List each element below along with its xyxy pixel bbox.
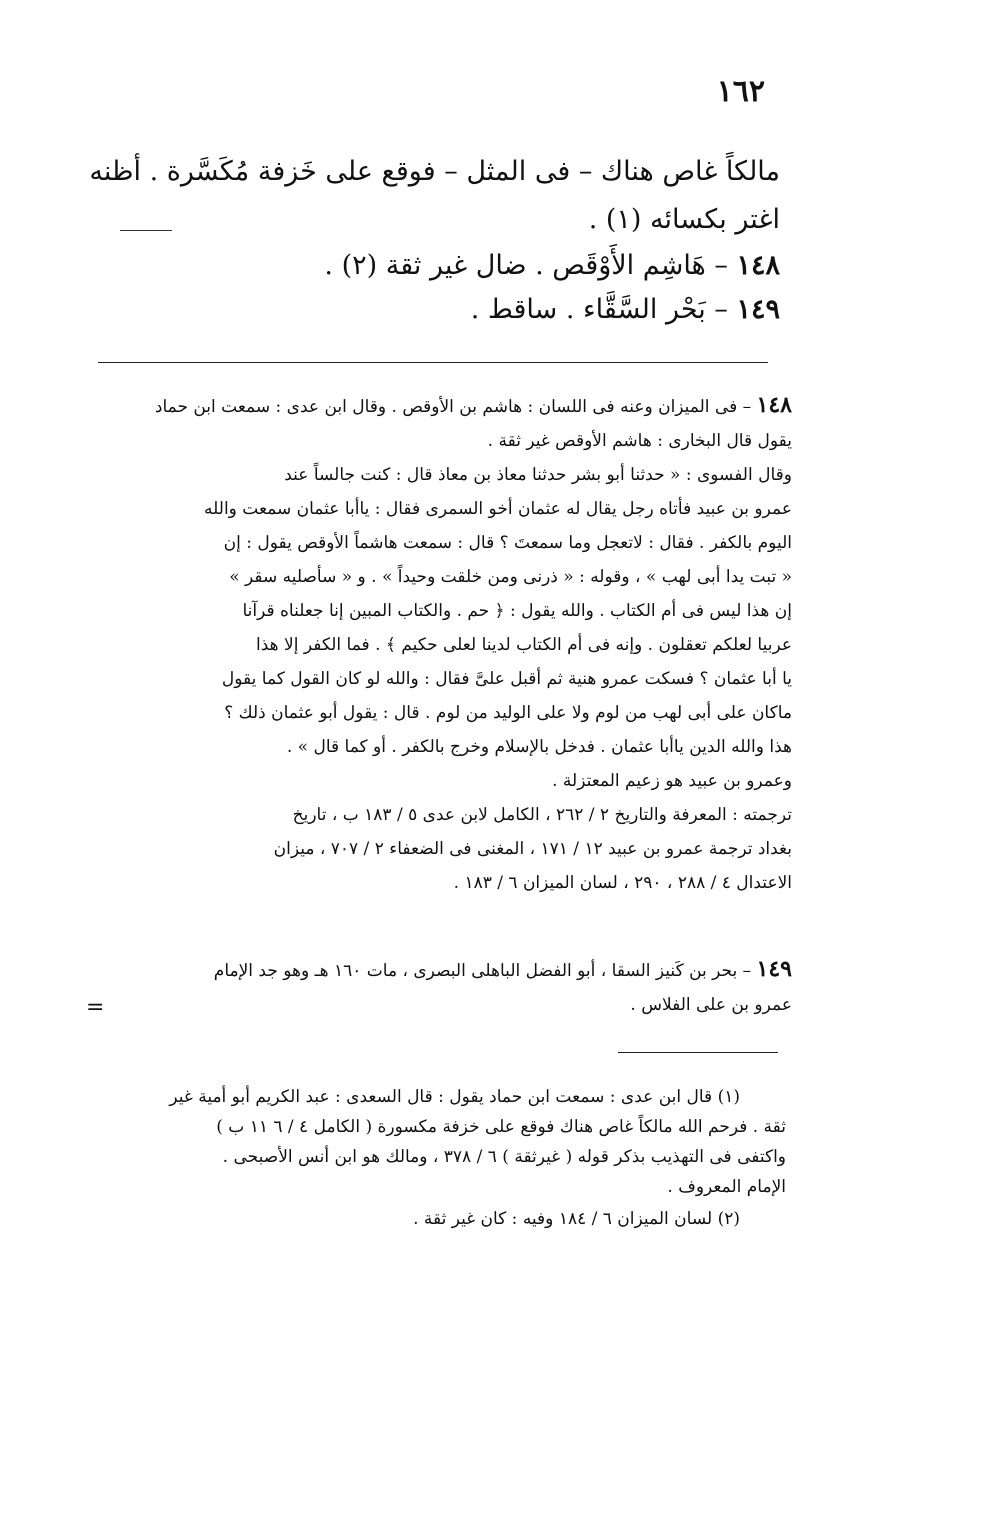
footnote-149-line: عمرو بن على الفلاس .	[630, 995, 792, 1015]
footnote-149-text: – بحر بن كَنيز السقا ، أبو الفضل الباهلى البصرى ، مات ١٦٠ هـ وهو جد الإمام	[213, 961, 752, 981]
footnote-148-line: هذا والله الدين ياأبا عثمان . فدخل بالإسلام وخرج بالكفر . أو كما قال » .	[286, 737, 792, 757]
entry-148-text: – هَاشِم الأَوْقَص . ضال غير ثقة (٢) .	[324, 250, 728, 281]
entry-149	[80, 286, 780, 334]
footnote-148-line: إن هذا ليس فى أم الكتاب . والله يقول : ﴿ حم . والكتاب المبين إنا جعلناه قرآنا	[242, 601, 792, 621]
footnote-149-line	[86, 952, 792, 988]
short-rule	[120, 230, 172, 231]
footnote-148-line: عمرو بن عبيد فأتاه رجل يقال له عثمان أخو السمرى فقال : ياأبا عثمان سمعت والله	[204, 499, 792, 519]
continuation-mark: =	[86, 995, 105, 1020]
footnote-148-number: ١٤٨	[756, 392, 792, 418]
footnote-148-line: ماكان على أبى لهب من لوم ولا على الوليد من لوم . قال : يقول أبو عثمان ذلك ؟	[224, 703, 792, 723]
entry-149-text: – بَحْر السَّقَّاء . ساقط .	[470, 294, 728, 325]
footnote-148-line: وقال الفسوى : « حدثنا أبو بشر حدثنا معاذ بن معاذ قال : كنت جالساً عند	[284, 465, 792, 485]
footnote-148-line: ترجمته : المعرفة والتاريخ ٢ / ٢٦٢ ، الكامل لابن عدى ٥ / ١٨٣ ب ، تاريخ	[292, 805, 792, 825]
page-notes	[86, 1082, 786, 1234]
section-separator	[98, 362, 768, 363]
note-2: (٢) لسان الميزان ٦ / ١٨٤ وفيه : كان غير ثقة .	[413, 1209, 740, 1229]
footnote-148-line: اليوم بالكفر . فقال : لاتعجل وما سمعتَ ؟ قال : سمعت هاشماً الأوقص يقول : إن	[223, 533, 792, 553]
main-text-line-1: مالكاً غاص هناك – فى المثل – فوقع على خَزفة مُكَسَّرة . أظنه	[89, 156, 780, 187]
footnote-148-line	[86, 388, 792, 424]
footnote-148-text: – فى الميزان وعنه فى اللسان : هاشم بن الأوقص . وقال ابن عدى : سمعت ابن حماد	[154, 397, 752, 417]
footnote-148-line: وعمرو بن عبيد هو زعيم المعتزلة .	[552, 771, 792, 791]
footnote-148-line: بغداد ترجمة عمرو بن عبيد ١٢ / ١٧١ ، المغنى فى الضعفاء ٢ / ٧٠٧ ، ميزان	[273, 839, 792, 859]
note-1-line: واكتفى فى التهذيب بذكر قوله ( غيرثقة ) ٦ / ٣٧٨ ، ومالك هو ابن أنس الأصبحى .	[222, 1147, 786, 1167]
footnote-148-line: « تبت يدا أبى لهب » ، وقوله : « ذرنى ومن خلقت وحيداً » . و « سأصليه سقر »	[229, 567, 792, 587]
entry-148-number: ١٤٨	[736, 250, 780, 281]
main-text-line-2: اغتر بكسائه (١) .	[588, 204, 780, 235]
notes-separator	[618, 1052, 778, 1053]
page-number: ١٦٢	[716, 74, 765, 109]
footnote-149-number: ١٤٩	[756, 956, 792, 982]
entry-148	[80, 242, 780, 290]
note-1-line: (١) قال ابن عدى : سمعت ابن حماد يقول : قال السعدى : عبد الكريم أبو أمية غير	[169, 1087, 740, 1107]
footnote-148-line: عربيا لعلكم تعقلون . وإنه فى أم الكتاب لدينا لعلى حكيم ﴾ . فما الكفر إلا هذا	[256, 635, 792, 655]
footnote-148-line: يقول قال البخارى : هاشم الأوقص غير ثقة .	[487, 431, 792, 451]
note-1-line: ثقة . فرحم الله مالكاً غاص هناك فوقع على خزفة مكسورة ( الكامل ٤ / ٦ ١١ ب )	[216, 1117, 786, 1137]
footnote-149	[86, 952, 792, 1022]
note-1-line: الإمام المعروف .	[667, 1177, 786, 1197]
footnote-148-line: الاعتدال ٤ / ٢٨٨ ، ٢٩٠ ، لسان الميزان ٦ / ١٨٣ .	[453, 873, 792, 893]
footnote-148-line: يا أبا عثمان ؟ فسكت عمرو هنية ثم أقبل علىَّ فقال : والله لو كان القول كما يقول	[221, 669, 792, 689]
footnote-148	[86, 388, 792, 900]
entry-149-number: ١٤٩	[736, 294, 780, 325]
